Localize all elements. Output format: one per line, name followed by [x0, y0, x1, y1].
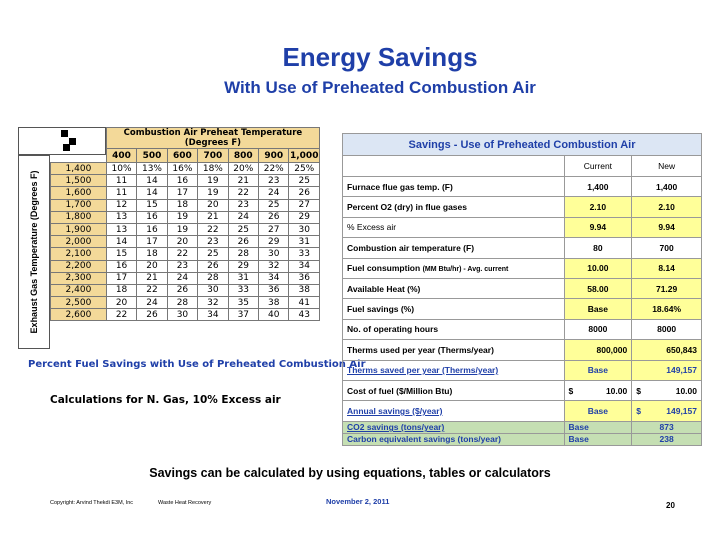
- matrix-cell: 31: [289, 236, 320, 248]
- matrix-column-header: 800: [228, 149, 258, 163]
- row-carbon-equivalent: Carbon equivalent savings (tons/year) Base 238: [343, 433, 702, 445]
- matrix-cell: 16: [106, 260, 136, 272]
- matrix-cell: 18: [106, 284, 136, 296]
- matrix-column-header: 400: [106, 149, 136, 163]
- matrix-cell: 19: [198, 175, 228, 187]
- matrix-cell: 20%: [228, 163, 258, 175]
- matrix-cell: 25%: [289, 163, 320, 175]
- row-percent-o2: Percent O2 (dry) in flue gases 2.10 2.10: [343, 197, 702, 217]
- matrix-caption: Percent Fuel Savings with Use of Preheated Combustion Air: [28, 359, 366, 370]
- matrix-cell: 28: [198, 272, 228, 284]
- matrix-cell: 11: [106, 187, 136, 199]
- matrix-cell: 41: [289, 297, 320, 309]
- matrix-cell: 33: [289, 248, 320, 260]
- matrix-cell: 34: [289, 260, 320, 272]
- matrix-cell: 19: [167, 223, 197, 235]
- matrix-row-header: 2,300: [51, 272, 107, 284]
- matrix-cell: 22: [167, 248, 197, 260]
- matrix-cell: 25: [198, 248, 228, 260]
- matrix-cell: 26: [198, 260, 228, 272]
- column-current: Current: [564, 156, 632, 177]
- matrix-row-header: 1,700: [51, 199, 107, 211]
- matrix-cell: 34: [198, 309, 228, 321]
- row-combustion-air-temp: Combustion air temperature (F) 80 700: [343, 238, 702, 258]
- matrix-cell: 29: [289, 211, 320, 223]
- matrix-row: [51, 175, 320, 187]
- matrix-cell: 13: [106, 211, 136, 223]
- matrix-cell: 30: [259, 248, 289, 260]
- matrix-cell: 26: [289, 187, 320, 199]
- matrix-cell: 40: [259, 309, 289, 321]
- matrix-column-header: 500: [137, 149, 167, 163]
- matrix-cell: 10%: [106, 163, 136, 175]
- row-therms-used: Therms used per year (Therms/year) 800,000 650,843: [343, 340, 702, 360]
- matrix-row: [51, 163, 320, 175]
- matrix-cell: 27: [289, 199, 320, 211]
- matrix-cell: 27: [259, 223, 289, 235]
- row-fuel-consumption: Fuel consumption (MM Btu/hr) - Avg. current 10.00 8.14: [343, 258, 702, 278]
- matrix-row-header: 2,400: [51, 284, 107, 296]
- matrix-cell: 37: [228, 309, 258, 321]
- matrix-cell: 43: [289, 309, 320, 321]
- row-cost-of-fuel: Cost of fuel ($/Million Btu) $ 10.00 $ 10.00: [343, 380, 702, 400]
- topic-label: Waste Heat Recovery: [158, 500, 212, 506]
- matrix-cell: 33: [228, 284, 258, 296]
- matrix-cell: 18%: [198, 163, 228, 175]
- matrix-cell: 19: [198, 187, 228, 199]
- matrix-row: [51, 211, 320, 223]
- matrix-cell: 21: [228, 175, 258, 187]
- matrix-cell: 13: [106, 223, 136, 235]
- matrix-table: [50, 127, 320, 321]
- row-fuel-savings: Fuel savings (%) Base 18.64%: [343, 299, 702, 319]
- matrix-cell: 13%: [137, 163, 167, 175]
- matrix-cell: 15: [137, 199, 167, 211]
- matrix-cell: 17: [106, 272, 136, 284]
- matrix-row-header: 2,500: [51, 297, 107, 309]
- matrix-row: [51, 187, 320, 199]
- column-new: New: [632, 156, 702, 177]
- matrix-cell: 21: [198, 211, 228, 223]
- fuel-savings-matrix: [18, 127, 320, 349]
- matrix-cell: 36: [289, 272, 320, 284]
- matrix-row-header: 1,600: [51, 187, 107, 199]
- matrix-column-header: 900: [259, 149, 289, 163]
- matrix-row-header: 2,000: [51, 236, 107, 248]
- row-flue-gas-temp: Furnace flue gas temp. (F) 1,400 1,400: [343, 177, 702, 197]
- matrix-row: [51, 236, 320, 248]
- matrix-cell: 32: [198, 297, 228, 309]
- matrix-cell: 25: [259, 199, 289, 211]
- matrix-row: [51, 199, 320, 211]
- matrix-cell: 22: [106, 309, 136, 321]
- matrix-cell: 26: [167, 284, 197, 296]
- matrix-row-header: 1,500: [51, 175, 107, 187]
- row-annual-savings: Annual savings ($/year) Base $ 149,157: [343, 401, 702, 421]
- matrix-cell: 25: [289, 175, 320, 187]
- matrix-cell: 22: [228, 187, 258, 199]
- matrix-cell: 22: [198, 223, 228, 235]
- matrix-cell: 38: [289, 284, 320, 296]
- matrix-cell: 15: [106, 248, 136, 260]
- matrix-cell: 20: [198, 199, 228, 211]
- matrix-cell: 24: [167, 272, 197, 284]
- row-excess-air: % Excess air 9.94 9.94: [343, 217, 702, 237]
- footer-statement: Savings can be calculated by using equations, tables or calculators: [149, 466, 551, 480]
- matrix-row-header: 1,400: [51, 163, 107, 175]
- matrix-cell: 29: [228, 260, 258, 272]
- matrix-row-header: 2,100: [51, 248, 107, 260]
- matrix-cell: 23: [228, 199, 258, 211]
- matrix-cell: 22: [137, 284, 167, 296]
- matrix-row: [51, 309, 320, 321]
- matrix-cell: 18: [137, 248, 167, 260]
- matrix-row-header: 1,800: [51, 211, 107, 223]
- matrix-row-header: 2,200: [51, 260, 107, 272]
- matrix-cell: 25: [228, 223, 258, 235]
- matrix-cell: 31: [228, 272, 258, 284]
- matrix-row: [51, 272, 320, 284]
- matrix-column-header: 600: [167, 149, 197, 163]
- matrix-row: [51, 248, 320, 260]
- matrix-cell: 32: [259, 260, 289, 272]
- matrix-cell: 21: [137, 272, 167, 284]
- matrix-row-axis-label: Exhaust Gas Temperature (Degrees F): [18, 155, 50, 349]
- slide-subtitle: With Use of Preheated Combustion Air: [224, 78, 536, 97]
- matrix-column-header: 700: [198, 149, 228, 163]
- row-operating-hours: No. of operating hours 8000 8000: [343, 319, 702, 339]
- matrix-row-header: 2,600: [51, 309, 107, 321]
- matrix-cell: 17: [167, 187, 197, 199]
- matrix-cell: 30: [289, 223, 320, 235]
- matrix-row: [51, 260, 320, 272]
- matrix-cell: 14: [137, 175, 167, 187]
- matrix-cell: 29: [259, 236, 289, 248]
- matrix-cell: 16: [167, 175, 197, 187]
- savings-table-title: Savings - Use of Preheated Combustion Air: [343, 134, 702, 156]
- matrix-cell: 16: [137, 211, 167, 223]
- matrix-cell: 14: [106, 236, 136, 248]
- copyright: Copyright: Arvind Thekdi E3M, Inc: [50, 500, 134, 506]
- matrix-cell: 24: [137, 297, 167, 309]
- matrix-cell: 20: [106, 297, 136, 309]
- matrix-cell: 23: [167, 260, 197, 272]
- matrix-row: [51, 223, 320, 235]
- slide-title: Energy Savings: [282, 42, 478, 72]
- matrix-cell: 16%: [167, 163, 197, 175]
- matrix-cell: 19: [167, 211, 197, 223]
- matrix-cell: 34: [259, 272, 289, 284]
- matrix-cell: 26: [259, 211, 289, 223]
- savings-table: [342, 133, 702, 446]
- matrix-cell: 17: [137, 236, 167, 248]
- matrix-cell: 12: [106, 199, 136, 211]
- matrix-cell: 35: [228, 297, 258, 309]
- date-label: November 2, 2011: [326, 497, 390, 506]
- matrix-cell: 14: [137, 187, 167, 199]
- matrix-cell: 22%: [259, 163, 289, 175]
- page-number: 20: [666, 501, 675, 510]
- matrix-cell: 36: [259, 284, 289, 296]
- row-co2-savings: CO2 savings (tons/year) Base 873: [343, 421, 702, 433]
- matrix-row: [51, 284, 320, 296]
- matrix-cell: 11: [106, 175, 136, 187]
- matrix-cell: 24: [259, 187, 289, 199]
- matrix-cell: 20: [137, 260, 167, 272]
- matrix-cell: 26: [137, 309, 167, 321]
- row-available-heat: Available Heat (%) 58.00 71.29: [343, 278, 702, 298]
- matrix-cell: 20: [167, 236, 197, 248]
- matrix-cell: 18: [167, 199, 197, 211]
- matrix-column-header: 1,000: [289, 150, 319, 161]
- matrix-cell: 30: [167, 309, 197, 321]
- matrix-cell: 38: [259, 297, 289, 309]
- matrix-cell: 30: [198, 284, 228, 296]
- matrix-cell: 24: [228, 211, 258, 223]
- matrix-cell: 28: [228, 248, 258, 260]
- matrix-row: [51, 297, 320, 309]
- matrix-cell: 23: [198, 236, 228, 248]
- calculation-note: Calculations for N. Gas, 10% Excess air: [50, 394, 281, 406]
- matrix-cell: 28: [167, 297, 197, 309]
- matrix-row-header: 1,900: [51, 223, 107, 235]
- matrix-cell: 16: [137, 223, 167, 235]
- matrix-cell: 26: [228, 236, 258, 248]
- matrix-column-title: Combustion Air Preheat Temperature (Degrees F): [106, 128, 319, 149]
- matrix-cell: 23: [259, 175, 289, 187]
- row-therms-saved: Therms saved per year (Therms/year) Base 149,157: [343, 360, 702, 380]
